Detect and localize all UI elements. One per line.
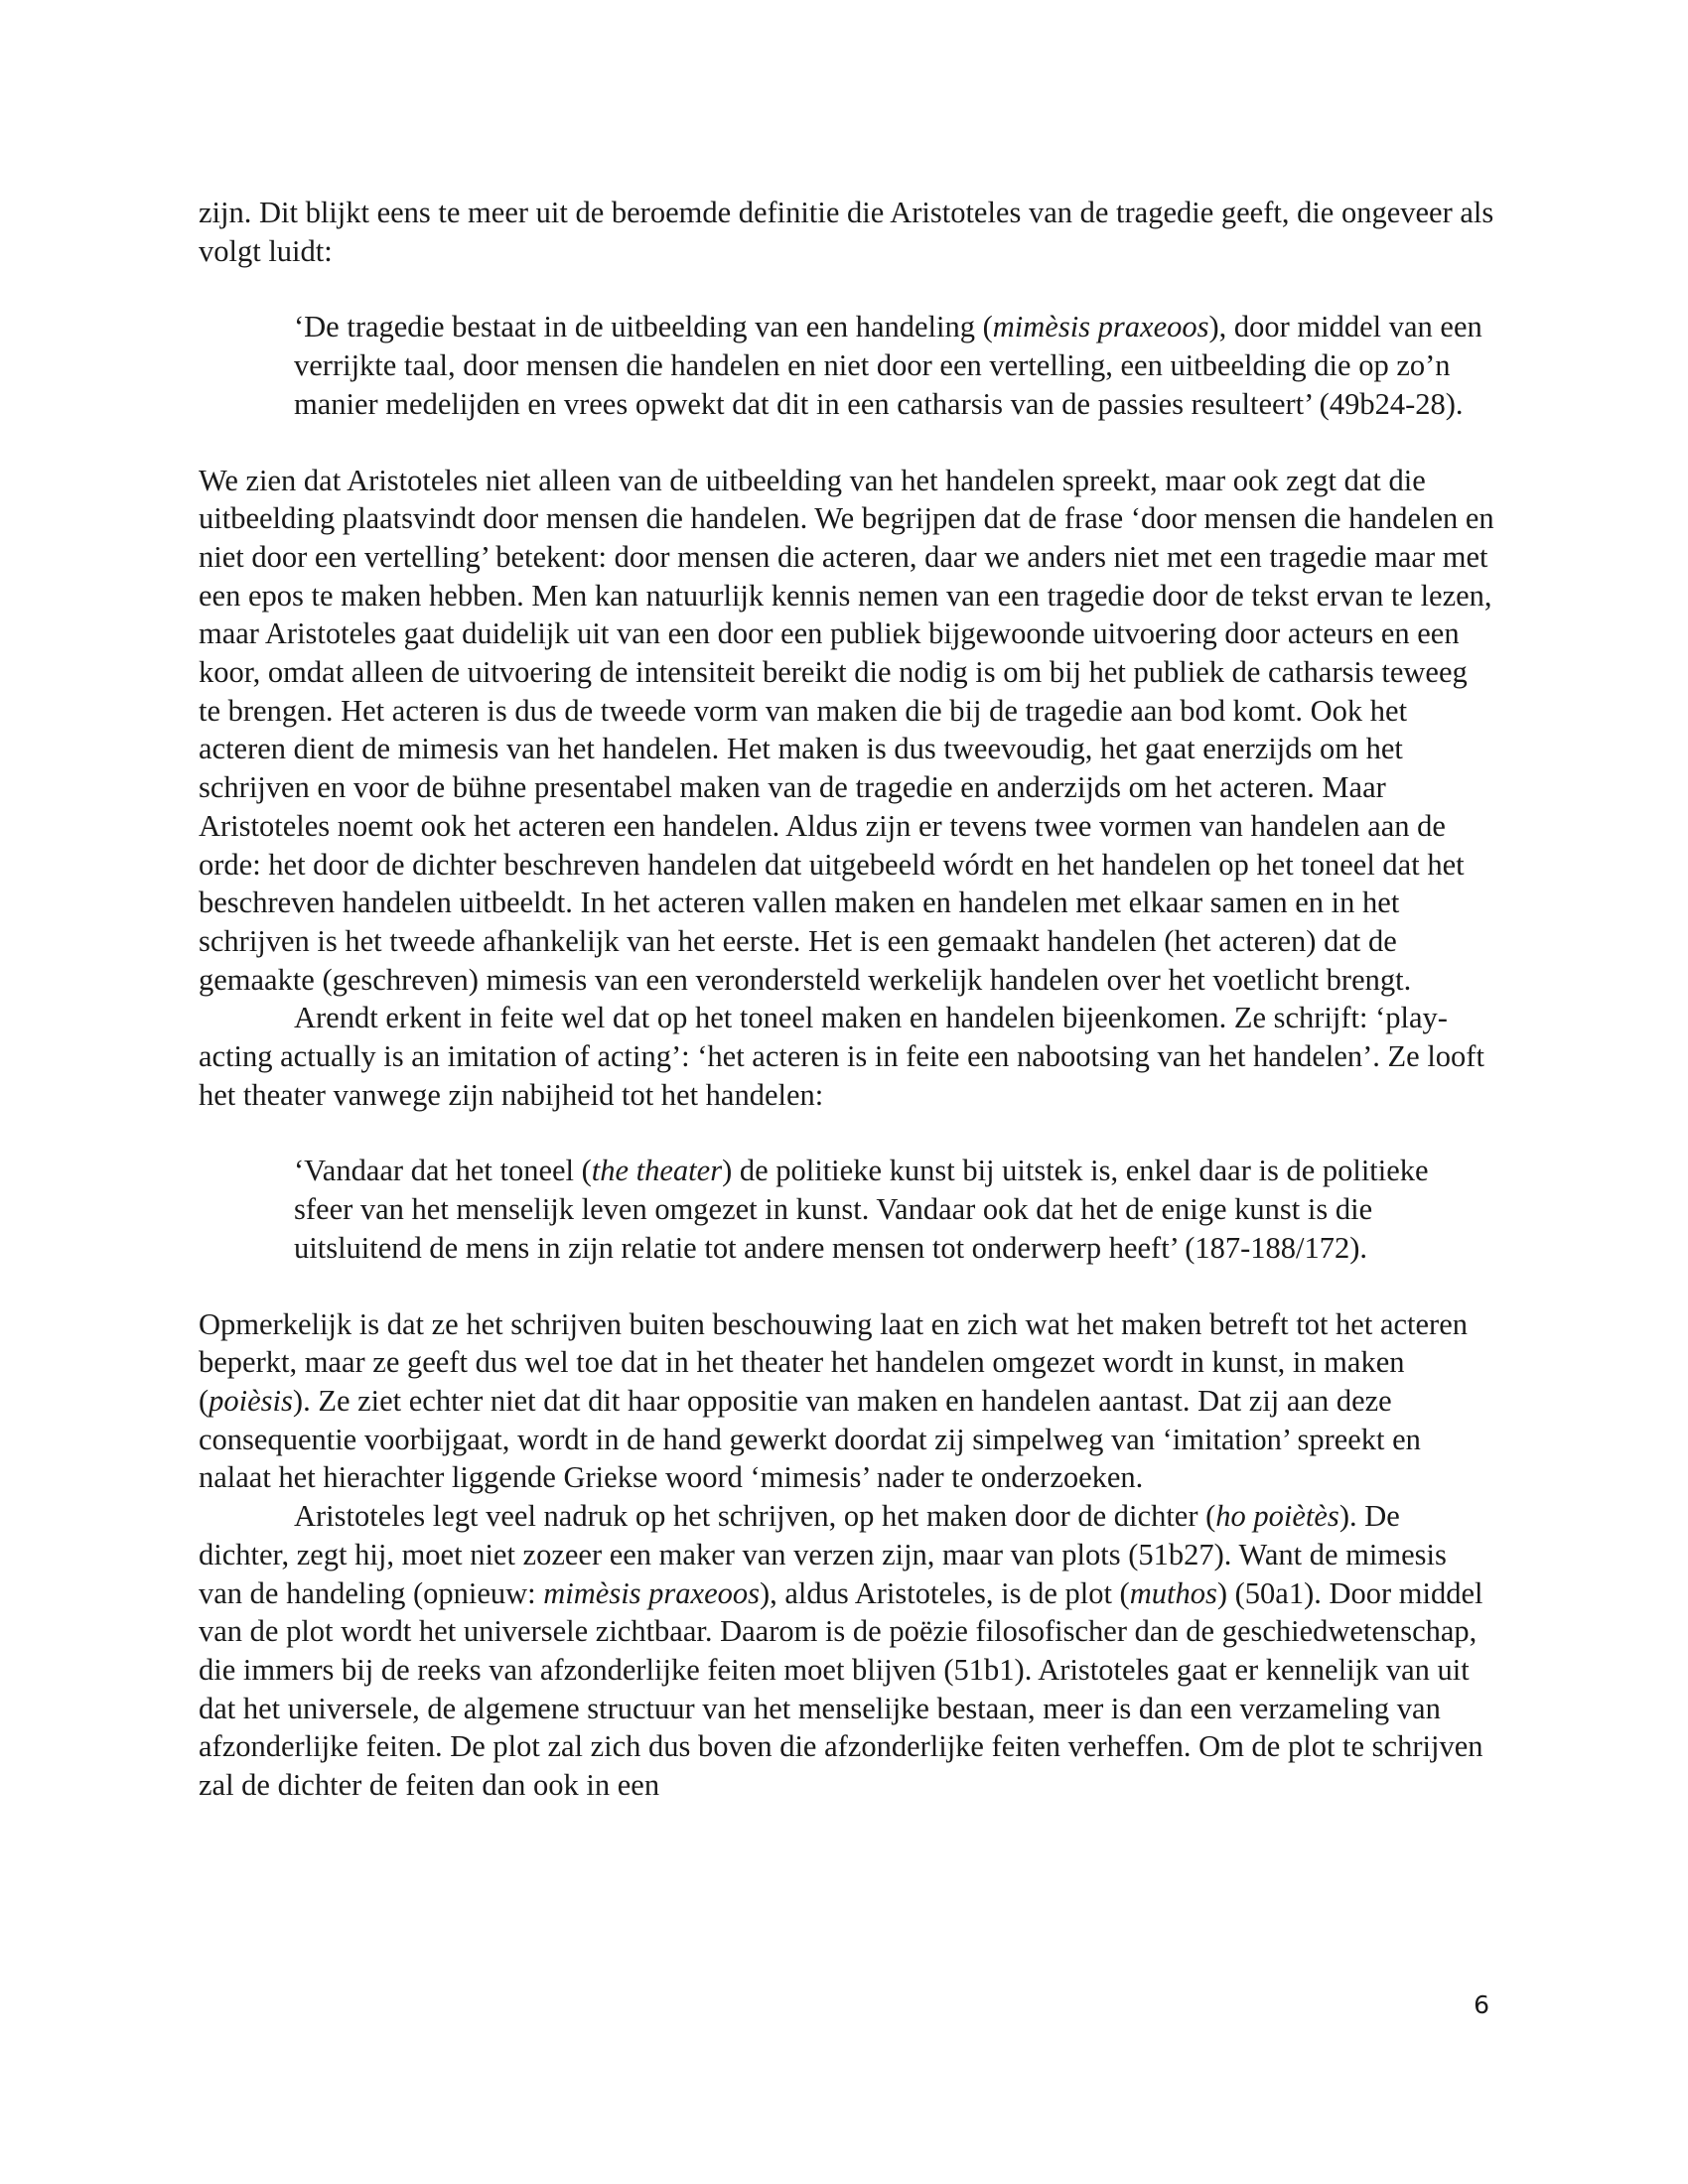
quote-1-text-b: ), door middel van een verrijkte taal, door mensen die handelen en niet door een vertelling, een uitbeelding die op zo’n manier medelijden en vrees opwekt dat dit in een catharsis van de passies resulteert’ (49b24-28). xyxy=(294,310,1482,421)
paragraph-5 xyxy=(199,1497,1494,1805)
quote-1-italic-term: mimèsis praxeoos xyxy=(992,310,1209,344)
paragraph-5-text-c: ), aldus Aristoteles, is de plot ( xyxy=(759,1575,1130,1610)
page-number: 6 xyxy=(1474,1990,1489,2019)
paragraph-4 xyxy=(199,1305,1494,1498)
paragraph-2 xyxy=(199,462,1494,1000)
paragraph-5-text-b: ). De dichter, zegt hij, moet niet zozeer een maker van verzen zijn, maar van plots (51b27). Want de mimesis van de handeling (opnieuw: xyxy=(199,1499,1447,1610)
quote-2-text-a: ‘Vandaar dat het toneel ( xyxy=(294,1154,592,1188)
quote-2-italic-term: the theater xyxy=(591,1154,723,1188)
paragraph-3-text: Arendt erkent in feite wel dat op het toneel maken en handelen bijeenkomen. Ze schrijft: ‘play-acting actually is an imitation of acting’: ‘het acteren is in feite een nabootsing van het handelen’. Ze looft het theater vanwege zijn nabijheid tot het handelen: xyxy=(199,1001,1484,1112)
block-quote-2 xyxy=(294,1152,1490,1267)
paragraph-5-italic-term-1: ho poiètès xyxy=(1215,1499,1339,1534)
paragraph-5-text-d: ) (50a1). Door middel van de plot wordt het universele zichtbaar. Daarom is de poëzie filosofischer dan de geschiedwetenschap, die immers bij de reeks van afzonderlijke feiten moet blijven (51b1). Aristoteles gaat er kennelijk van uit dat het universele, de algemene structuur van het menselijke bestaan, meer is dan een verzameling van afzonderlijke feiten. De plot zal zich dus boven die afzonderlijke feiten verheffen. Om de plot te schrijven zal de dichter de feiten dan ook in een xyxy=(199,1575,1483,1803)
paragraph-1 xyxy=(199,194,1494,270)
paragraph-1-text: zijn. Dit blijkt eens te meer uit de beroemde definitie die Aristoteles van de tragedie geeft, die ongeveer als volgt luidt: xyxy=(199,196,1494,268)
paragraph-4-italic-term: poièsis xyxy=(209,1383,293,1418)
paragraph-4-text-a: Opmerkelijk is dat ze het schrijven buiten beschouwing laat en zich wat het maken betreft tot het acteren beperkt, maar ze geeft dus wel toe dat in het theater het handelen omgezet wordt in kunst, in maken ( xyxy=(199,1306,1468,1418)
quote-2-text-b: ) de politieke kunst bij uitstek is, enkel daar is de politieke sfeer van het menselijk leven omgezet in kunst. Vandaar ook dat het de enige kunst is die uitsluitend de mens in zijn relatie tot andere mensen tot onderwerp heeft’ (187-188/172). xyxy=(294,1154,1429,1265)
paragraph-5-text-a: Aristoteles legt veel nadruk op het schrijven, op het maken door de dichter ( xyxy=(294,1499,1216,1534)
paragraph-3 xyxy=(199,999,1494,1114)
paragraph-2-text: We zien dat Aristoteles niet alleen van de uitbeelding van het handelen spreekt, maar ook zegt dat die uitbeelding plaatsvindt door mensen die handelen. We begrijpen dat de frase ‘door mensen die handelen en niet door een vertelling’ betekent: door mensen die acteren, daar we anders niet met een tragedie maar met een epos te maken hebben. Men kan natuurlijk kennis nemen van een tragedie door de tekst ervan te lezen, maar Aristoteles gaat duidelijk uit van een door een publiek bijgewoonde uitvoering door acteurs en een koor, omdat alleen de uitvoering de intensiteit bereikt die nodig is om bij het publiek de catharsis teweeg te brengen. Het acteren is dus de tweede vorm van maken die bij de tragedie aan bod komt. Ook het acteren dient de mimesis van het handelen. Het maken is dus tweevoudig, het gaat enerzijds om het schrijven en voor de bühne presentabel maken van de tragedie en anderzijds om het acteren. Maar Aristoteles noemt ook het acteren een handelen. Aldus zijn er tevens twee vormen van handelen aan de orde: het door de dichter beschreven handelen dat uitgebeeld wórdt en het handelen op het toneel dat het beschreven handelen uitbeeldt. In het acteren vallen maken en handelen met elkaar samen en in het schrijven is het tweede afhankelijk van het eerste. Het is een gemaakt handelen (het acteren) dat de gemaakte (geschreven) mimesis van een verondersteld werkelijk handelen over het voetlicht brengt. xyxy=(199,463,1494,997)
paragraph-4-text-b: ). Ze ziet echter niet dat dit haar oppositie van maken en handelen aantast. Dat zij aan deze consequentie voorbijgaat, wordt in de hand gewerkt doordat zij simpelweg van ‘imitation’ spreekt en nalaat het hierachter liggende Griekse woord ‘mimesis’ nader te onderzoeken. xyxy=(199,1383,1421,1495)
paragraph-5-italic-term-3: muthos xyxy=(1129,1575,1217,1610)
block-quote-1 xyxy=(294,308,1490,423)
quote-1-text-a: ‘De tragedie bestaat in de uitbeelding van een handeling ( xyxy=(294,310,993,344)
paragraph-5-italic-term-2: mimèsis praxeoos xyxy=(543,1575,760,1610)
body-text xyxy=(199,194,1494,1805)
